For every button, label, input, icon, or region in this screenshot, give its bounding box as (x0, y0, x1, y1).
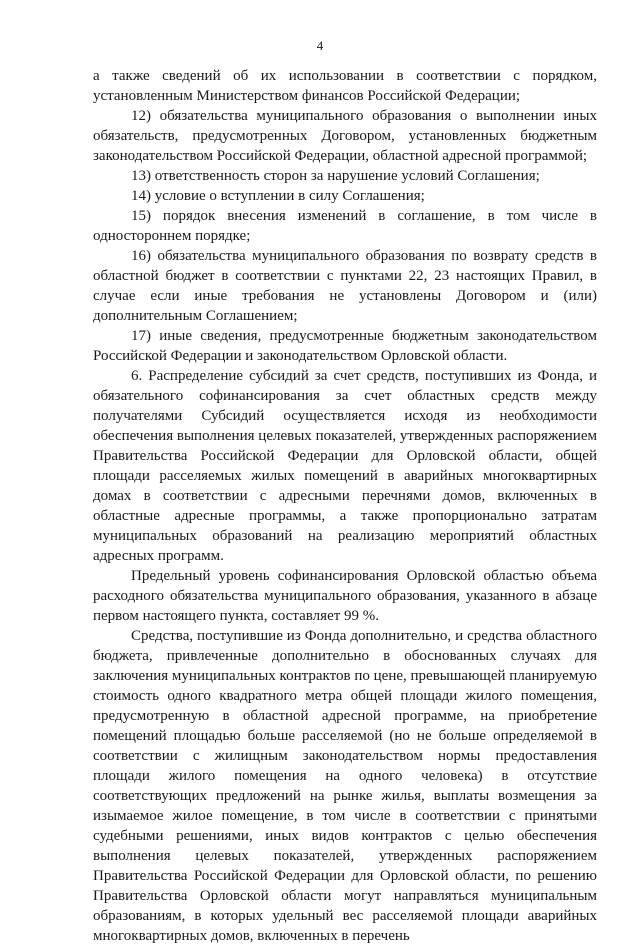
page-number: 4 (316, 38, 324, 53)
paragraph: 12) обязательства муниципального образования о выполнении иных обязательств, предусмотренных Договором, установленных бюджетным законодательством Российской Федерации, областной адресной программой; (93, 108, 597, 164)
paragraph: 14) условие о вступлении в силу Соглашения; (131, 188, 425, 204)
paragraph: а также сведений об их использовании в соответствии с порядком, установленным Министерством финансов Российской Федерации; (93, 68, 597, 104)
document-body (93, 66, 597, 946)
paragraph: Предельный уровень софинансирования Орловской областью объема расходного обязательства муниципального образования, указанного в абзаце первом настоящего пункта, составляет 99 %. (93, 568, 597, 624)
paragraph: Средства, поступившие из Фонда дополнительно, и средства областного бюджета, привлеченные дополнительно в обоснованных случаях для заключения муниципальных контрактов по цене, превышающей планируемую стоимость одного квадратного метра общей площади жилого помещения, предусмотренную в областной адресной программе, на приобретение помещений площадью больше расселяемой (но не больше определяемой в соответствии с жилищным законодательством нормы предоставления площади жилого помещения на одного человека) в отсутствие соответствующих предложений на рынке жилья, выплаты возмещения за изымаемое жилое помещение, в том числе в соответствии с принятыми судебными решениями, иных видов контрактов с целью обеспечения выполнения целевых показателей, утвержденных распоряжением Правительства Российской Федерации для Орловской области, по решению Правительства Орловской области могут направляться муниципальным образованиям, в которых удельный вес расселяемой площади аварийных многоквартирных домов, включенных в перечень (93, 628, 597, 944)
paragraph: 6. Распределение субсидий за счет средств, поступивших из Фонда, и обязательного софинансирования за счет областных средств между получателями Субсидий осуществляется исходя из необходимости обеспечения выполнения целевых показателей, утвержденных распоряжением Правительства Российской Федерации для Орловской области, общей площади расселяемых жилых помещений в аварийных многоквартирных домах в соответствии с адресными перечнями домов, включенных в областные адресные программы, а также пропорционально затратам муниципальных образований на реализацию мероприятий областных адресных программ. (93, 368, 597, 564)
paragraph: 13) ответственность сторон за нарушение условий Соглашения; (131, 168, 540, 184)
paragraph: 15) порядок внесения изменений в соглашение, в том числе в одностороннем порядке; (93, 208, 597, 244)
paragraph: 16) обязательства муниципального образования по возврату средств в областной бюджет в соответствии с пунктами 22, 23 настоящих Правил, в случае если иные требования не установлены Договором и (или) дополнительным Соглашением; (93, 248, 597, 324)
paragraph: 17) иные сведения, предусмотренные бюджетным законодательством Российской Федерации и законодательством Орловской области. (93, 328, 597, 364)
